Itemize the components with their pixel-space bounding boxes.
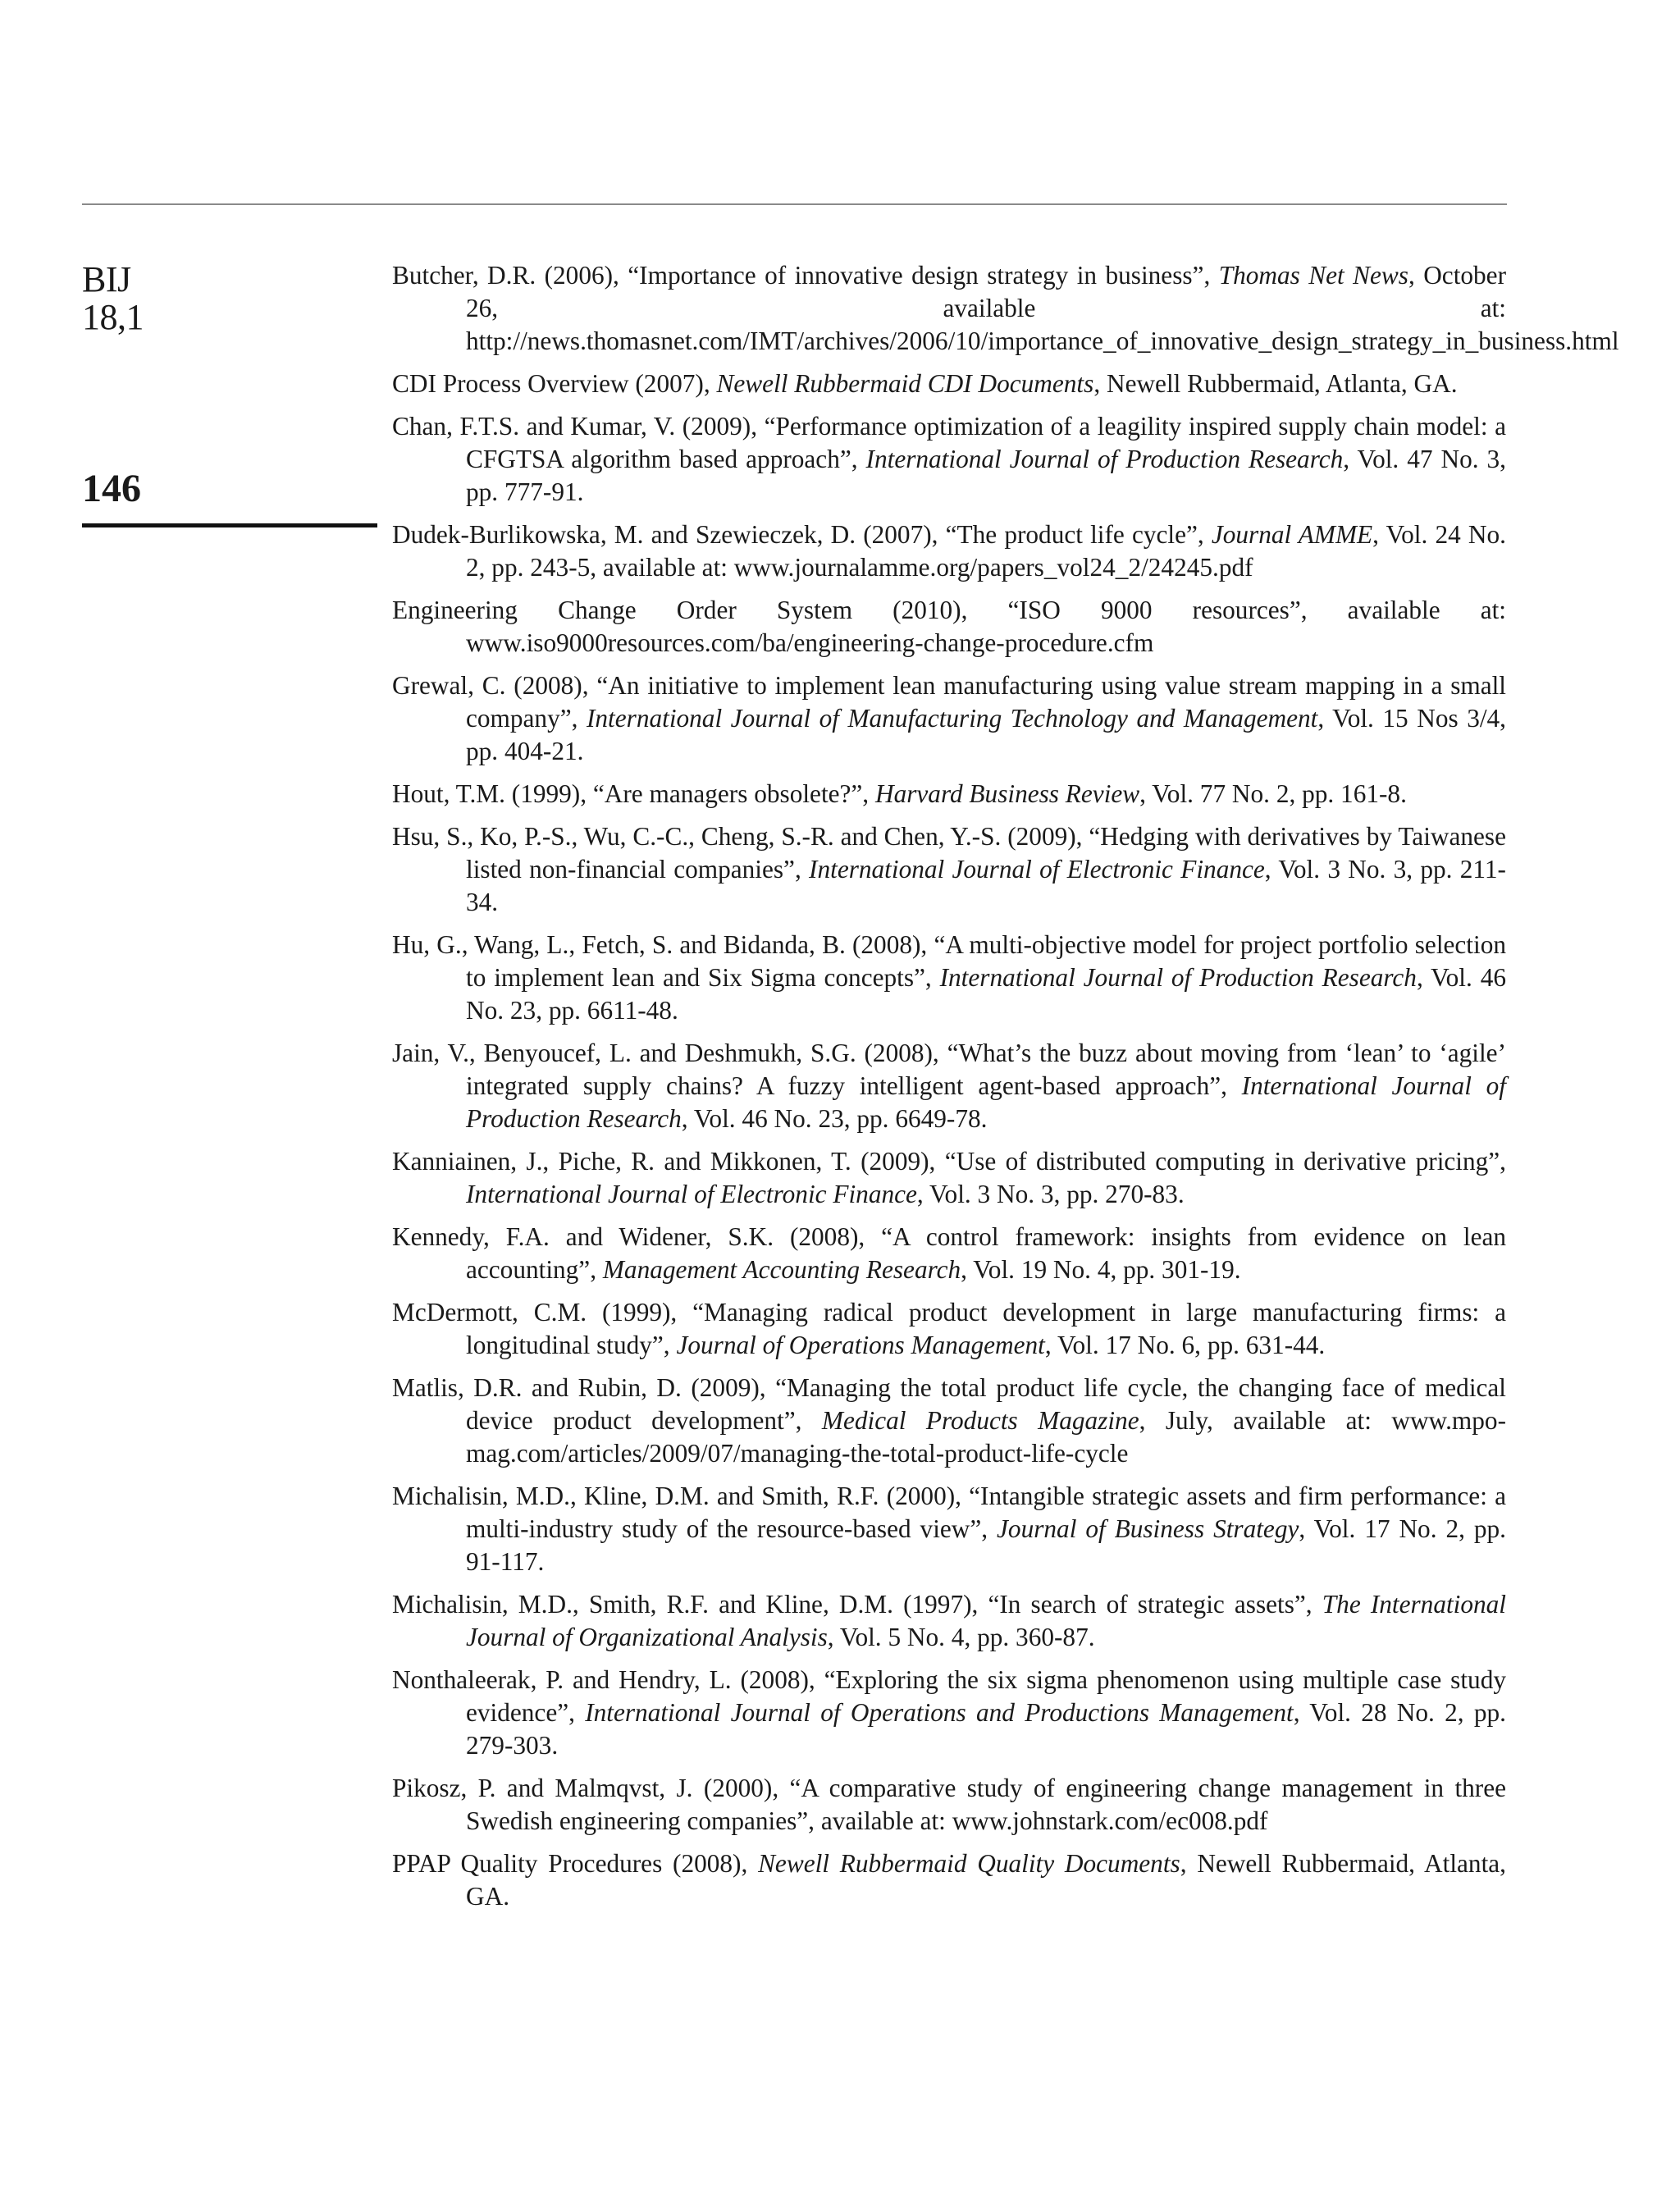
reference-entry [392,778,1506,811]
journal-abbreviation: BIJ [82,259,131,299]
reference-text: Dudek-Burlikowska, M. and Szewieczek, D. (2007), “The product life cycle”, [392,520,1212,549]
reference-text: Michalisin, M.D., Smith, R.F. and Kline, D.M. (1997), “In search of strategic assets”, [392,1590,1322,1619]
reference-text: Jain, V., Benyoucef, L. and Deshmukh, S.G. (2008), “What’s the buzz about moving from ‘lean’ to ‘agile’ integrated supply chains? A fuzzy intelligent agent-based approach”, [392,1039,1506,1100]
reference-text: Matlis, D.R. and Rubin, D. (2009), “Managing the total product life cycle, the changing face of medical device product development”, [392,1373,1506,1435]
reference-text: PPAP Quality Procedures (2008), [392,1849,759,1878]
reference-source: Management Accounting Research [602,1255,961,1284]
reference-entry [392,410,1506,509]
reference-source: Journal AMME [1211,520,1373,549]
reference-details: , Vol. 24 No. 2, pp. 243-5, available at: www.journalamme.org/papers_vol24_2/24245.pdf [466,520,1507,582]
journal-volume: 18,1 [82,297,144,337]
reference-details: , Vol. 47 No. 3, pp. 777-91. [466,445,1507,506]
reference-source: Newell Rubbermaid CDI Documents [716,369,1094,398]
reference-entry [392,1037,1506,1135]
reference-entry [392,518,1506,584]
reference-details: , Newell Rubbermaid, Atlanta, GA. [1093,369,1458,398]
reference-entry [392,1372,1506,1470]
reference-details: , October 26, available at: http://news.thomasnet.com/IMT/archives/2006/10/importance_of_innovative_design_strategy_in_business.html [466,261,1619,355]
reference-source: The International Journal of Organizational Analysis [466,1590,1506,1651]
reference-entry [392,1772,1506,1838]
reference-details: , Vol. 3 No. 3, pp. 270-83. [916,1180,1185,1208]
reference-details: , Vol. 5 No. 4, pp. 360-87. [827,1623,1095,1651]
reference-source: International Journal of Production Research [865,445,1344,473]
reference-text: CDI Process Overview (2007), [392,369,717,398]
page-number-rule [82,523,377,527]
reference-details: , Vol. 17 No. 2, pp. 91-117. [466,1514,1506,1576]
reference-text: McDermott, C.M. (1999), “Managing radical product development in large manufacturing firms: a longitudinal study”, [392,1298,1506,1359]
reference-list [392,259,1619,1923]
reference-entry [392,259,1619,358]
reference-entry [392,1145,1506,1211]
reference-details: , Vol. 28 No. 2, pp. 279-303. [466,1698,1507,1760]
reference-entry [392,1480,1506,1578]
reference-text: Engineering Change Order System (2010), “ISO 9000 resources”, available at: www.iso9000resources.com/ba/engineering-change-procedure.cfm [392,596,1506,657]
reference-details: , Vol. 17 No. 6, pp. 631-44. [1044,1331,1326,1359]
reference-text: Hu, G., Wang, L., Fetch, S. and Bidanda, B. (2008), “A multi-objective model for project portfolio selection to implement lean and Six Sigma concepts”, [392,930,1506,992]
reference-text: Kanniainen, J., Piche, R. and Mikkonen, T. (2009), “Use of distributed computing in derivative pricing”, [392,1147,1506,1176]
reference-source: International Journal of Operations and Productions Management [585,1698,1294,1727]
reference-entry [392,929,1506,1027]
reference-entry [392,669,1506,768]
reference-source: Newell Rubbermaid Quality Documents [758,1849,1180,1878]
reference-entry [392,1664,1506,1762]
reference-source: International Journal of Production Research [939,963,1417,992]
reference-text: Nonthaleerak, P. and Hendry, L. (2008), “Exploring the six sigma phenomenon using multiple case study evidence”, [392,1665,1506,1727]
reference-details: , Vol. 46 No. 23, pp. 6611-48. [466,963,1506,1025]
reference-entry [392,820,1506,919]
reference-source: International Journal of Manufacturing Technology and Management [586,704,1318,733]
reference-entry [392,1221,1506,1286]
reference-details: , Vol. 3 No. 3, pp. 211-34. [466,855,1506,916]
reference-text: Chan, F.T.S. and Kumar, V. (2009), “Performance optimization of a leagility inspired supply chain model: a CFGTSA algorithm based approach”, [392,412,1506,473]
reference-text: Hout, T.M. (1999), “Are managers obsolete?”, [392,779,875,808]
reference-source: Medical Products Magazine [821,1406,1139,1435]
reference-source: Journal of Operations Management [676,1331,1045,1359]
reference-details: , Newell Rubbermaid, Atlanta, GA. [466,1849,1506,1911]
reference-entry [392,1847,1506,1913]
reference-entry [392,1588,1506,1654]
reference-source: Thomas Net News [1218,261,1408,290]
page-number: 146 [82,467,141,510]
reference-details: , Vol. 77 No. 2, pp. 161-8. [1139,779,1407,808]
reference-details: , July, available at: www.mpo-mag.com/articles/2009/07/managing-the-total-product-life-cycle [466,1406,1506,1468]
reference-details: , Vol. 46 No. 23, pp. 6649-78. [681,1104,988,1133]
reference-source: International Journal of Electronic Finance [466,1180,917,1208]
reference-source: Journal of Business Strategy [997,1514,1299,1543]
reference-text: Pikosz, P. and Malmqvst, J. (2000), “A comparative study of engineering change management in three Swedish engineering companies”, available at: www.johnstark.com/ec008.pdf [392,1774,1506,1835]
reference-details: , Vol. 15 Nos 3/4, pp. 404-21. [466,704,1507,765]
reference-details: , Vol. 19 No. 4, pp. 301-19. [961,1255,1241,1284]
reference-text: Kennedy, F.A. and Widener, S.K. (2008), “A control framework: insights from evidence on lean accounting”, [392,1222,1506,1284]
reference-source: Harvard Business Review [874,779,1140,808]
reference-entry [392,594,1506,660]
reference-source: International Journal of Production Research [466,1071,1506,1133]
reference-source: International Journal of Electronic Finance [809,855,1265,884]
reference-text: Butcher, D.R. (2006), “Importance of innovative design strategy in business”, [392,261,1219,290]
reference-text: Hsu, S., Ko, P.-S., Wu, C.-C., Cheng, S.-R. and Chen, Y.-S. (2009), “Hedging with derivatives by Taiwanese listed non-financial companies”, [392,822,1506,884]
header-rule [82,203,1507,205]
reference-entry [392,368,1506,400]
reference-text: Grewal, C. (2008), “An initiative to implement lean manufacturing using value stream mapping in a small company”, [392,671,1506,733]
reference-entry [392,1296,1506,1362]
reference-text: Michalisin, M.D., Kline, D.M. and Smith, R.F. (2000), “Intangible strategic assets and firm performance: a multi-industry study of the resource-based view”, [392,1482,1506,1543]
running-header [82,261,377,336]
